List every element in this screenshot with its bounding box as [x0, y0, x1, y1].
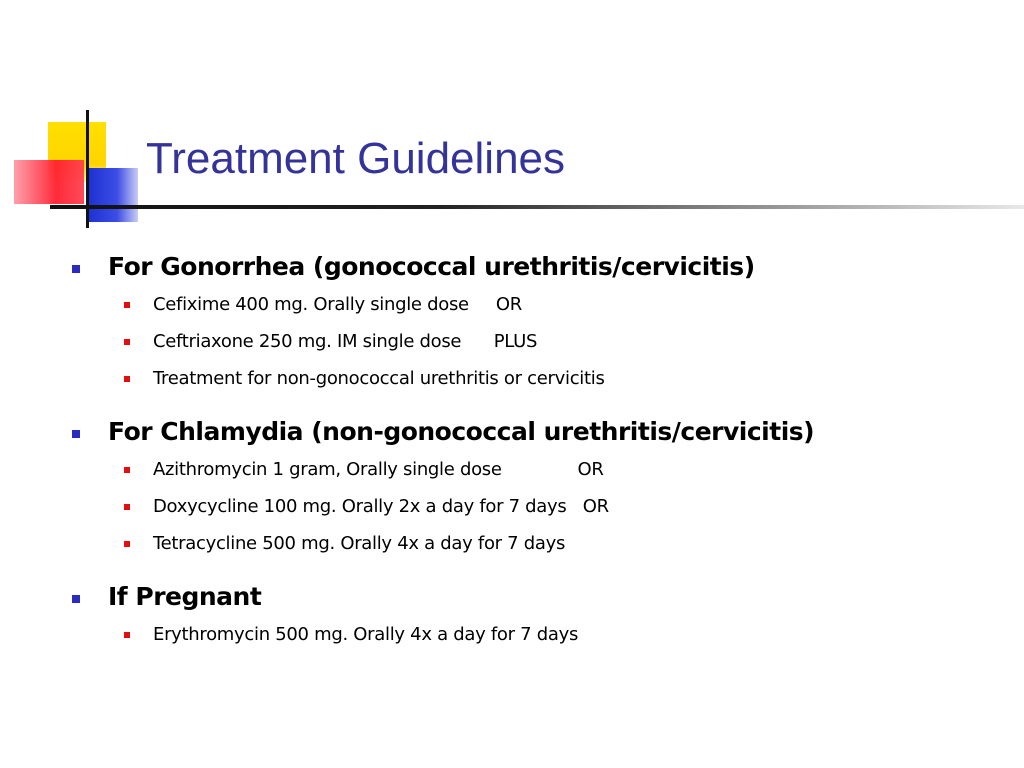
blue-square-decoration: [86, 168, 138, 222]
list-item: [72, 616, 1002, 653]
list-item-text: Tetracycline 500 mg. Orally 4x a day for 7 days: [153, 533, 566, 554]
red-square-decoration: [14, 160, 84, 204]
section-heading: [72, 248, 1002, 286]
section-heading: [72, 578, 1002, 616]
square-bullet-icon: [124, 504, 130, 510]
square-bullet-icon: [124, 632, 130, 638]
list-item: [72, 488, 1002, 525]
vertical-rule: [86, 110, 89, 228]
list-item: [72, 286, 1002, 323]
square-bullet-icon: [72, 265, 80, 273]
square-bullet-icon: [124, 541, 130, 547]
list-item: [72, 360, 1002, 397]
list-item: [72, 451, 1002, 488]
list-item-text: Cefixime 400 mg. Orally single dose OR: [153, 294, 523, 315]
square-bullet-icon: [124, 467, 130, 473]
list-item: [72, 323, 1002, 360]
list-item-text: Doxycycline 100 mg. Orally 2x a day for 7 days OR: [153, 496, 609, 517]
section-heading-text: If Pregnant: [108, 582, 262, 611]
list-item-text: Erythromycin 500 mg. Orally 4x a day for 7 days: [153, 624, 579, 645]
list-item: [72, 525, 1002, 562]
square-bullet-icon: [124, 376, 130, 382]
title-underline-rule: [50, 205, 1024, 209]
slide-title: Treatment Guidelines: [146, 134, 566, 183]
square-bullet-icon: [124, 302, 130, 308]
square-bullet-icon: [72, 595, 80, 603]
list-item-text: Treatment for non-gonococcal urethritis or cervicitis: [153, 368, 605, 389]
section-heading-text: For Chlamydia (non-gonococcal urethritis/cervicitis): [108, 417, 815, 446]
slide-body: [72, 248, 1002, 653]
list-item-text: Ceftriaxone 250 mg. IM single dose PLUS: [153, 331, 538, 352]
square-bullet-icon: [72, 430, 80, 438]
list-item-text: Azithromycin 1 gram, Orally single dose OR: [153, 459, 604, 480]
section-heading: [72, 413, 1002, 451]
section-heading-text: For Gonorrhea (gonococcal urethritis/cervicitis): [108, 252, 755, 281]
square-bullet-icon: [124, 339, 130, 345]
slide-logo-decoration: [0, 0, 150, 240]
